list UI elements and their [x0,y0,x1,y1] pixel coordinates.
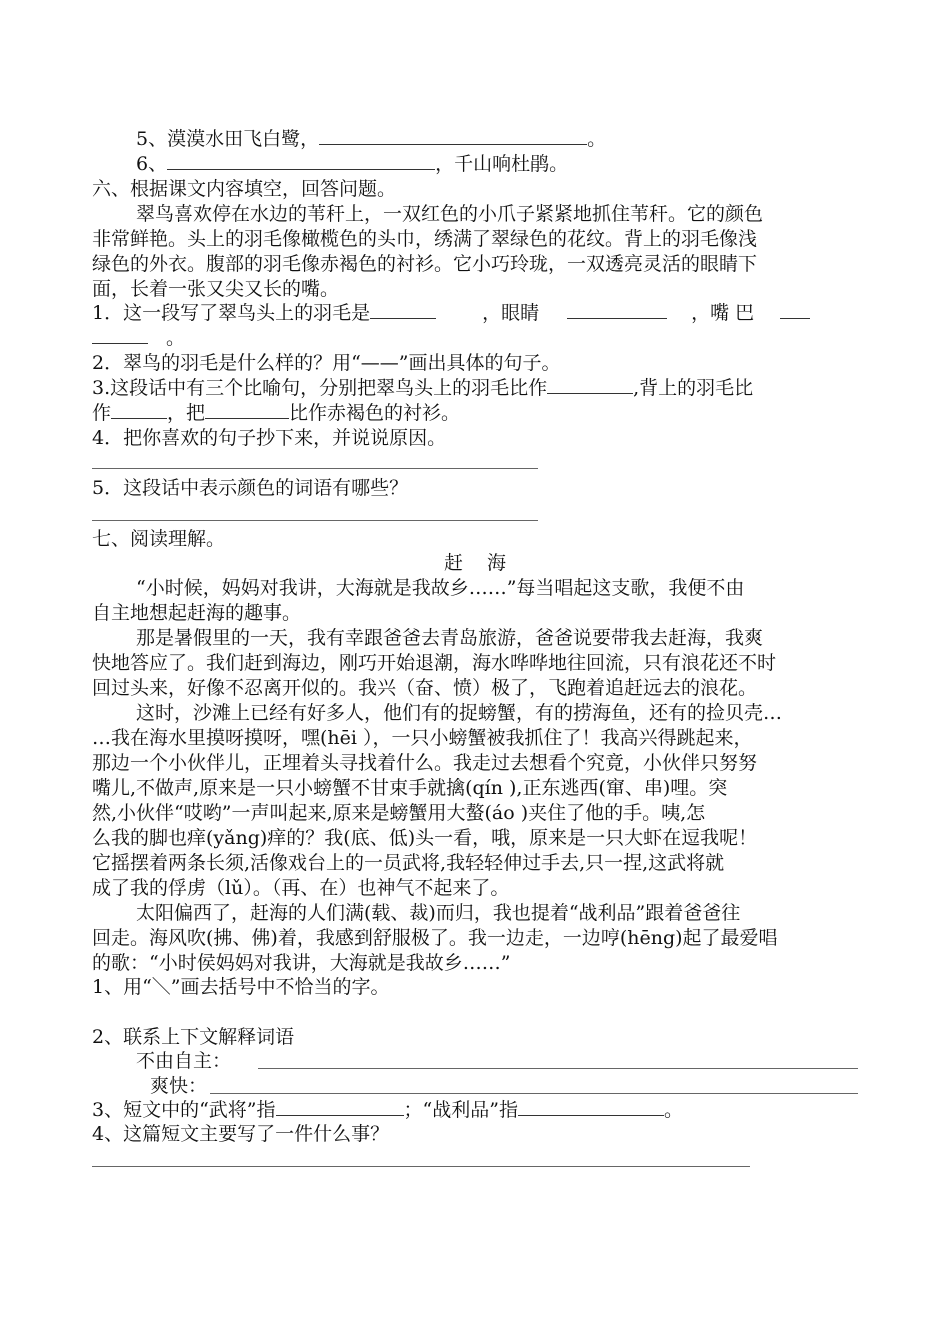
s6-question-1-cont [92,326,868,350]
story-line: 成了我的俘虏（lǔ）。（再、在）也神气不起来了。 [92,877,510,899]
s6-question-4: 4．把你喜欢的句子抄下来，并说说原因。 [92,427,447,449]
story-line: 那边一个小伙伴儿，正埋着头寻找着什么。我走过去想看个究竟，小伙伴只努努 [92,752,758,774]
story-line: 那是暑假里的一天，我有幸跟爸爸去青岛旅游，爸爸说要带我去赶海，我爽 [136,627,764,649]
poem-6-blank[interactable] [167,152,435,170]
story-line: 然,小伙伴“哎哟”一声叫起来,原来是螃蟹用大螯(áo )夹住了他的手。咦,怎 [92,802,706,824]
story-line: 这时，沙滩上已经有好多人，他们有的捉螃蟹，有的捞海鱼，还有的捡贝壳… [136,702,783,724]
answer-line-q5[interactable] [92,520,538,521]
q3-text-b: ,背上的羽毛比 [633,377,754,399]
q1-text-c: ，嘴 巴 [691,302,755,324]
s7-q3-text-a: 3、短文中的“武将”指 [92,1099,276,1121]
story-line: …我在海水里摸呀摸呀，嘿(hēi ），一只小螃蟹被我抓住了！我高兴得跳起来， [92,727,753,749]
answer-line-s7-q4[interactable] [92,1166,750,1167]
passage-title: 赶海 [443,552,530,574]
passage-line: 非常鲜艳。头上的羽毛像橄榄色的头巾，绣满了翠绿色的花纹。背上的羽毛像浅 [92,228,758,250]
q3-blank-1[interactable] [547,376,633,394]
story-line: 回走。海风吹(拂、佛)着，我感到舒服极了。我一边走，一边哼(hēng)起了最爱唱 [92,927,778,949]
s7-question-3 [92,1098,868,1122]
s7-q3-blank-2[interactable] [518,1098,664,1116]
s6-question-2: 2．翠鸟的羽毛是什么样的？用“——”画出具体的句子。 [92,352,561,374]
poem-5-blank[interactable] [319,127,587,145]
poem-5-end: 。 [587,128,607,150]
poem-5-text: 5、漠漠水田飞白鹭， [136,128,320,150]
answer-line-q4[interactable] [92,468,538,469]
section-6-heading: 六、根据课文内容填空，回答问题。 [92,178,397,200]
q1-end: 。 [166,327,186,349]
s7-question-4: 4、这篇短文主要写了一件什么事？ [92,1123,390,1145]
story-line: 自主地想起赶海的趣事。 [92,602,302,624]
s6-question-3-cont [92,401,868,425]
passage-line: 翠鸟喜欢停在水边的苇秆上，一双红色的小爪子紧紧地抓住苇秆。它的颜色 [136,203,764,225]
passage-line: 绿色的外衣。腹部的羽毛像赤褐色的衬衫。它小巧玲珑，一双透亮灵活的眼睛下 [92,253,758,275]
q1-blank-3a[interactable] [780,301,810,319]
q3-blank-2[interactable] [111,401,167,419]
s6-question-1 [92,301,868,325]
word-2-answer-line[interactable] [210,1093,858,1094]
story-line: “小时候，妈妈对我讲，大海就是我故乡……”每当唱起这支歌，我便不由 [136,577,745,599]
q3-text-d: ，把 [167,402,206,424]
s7-q3-blank-1[interactable] [276,1098,404,1116]
poem-6-text: 6、 [136,153,168,175]
section-7-heading: 七、阅读理解。 [92,528,226,550]
q1-blank-1[interactable] [370,301,436,319]
story-line: 快地答应了。我们赶到海边，刚巧开始退潮，海水哗哗地往回流，只有浪花还不时 [92,652,777,674]
story-line: 回过头来，好像不忍离开似的。我兴（奋、愤）极了，飞跑着追赶远去的浪花。 [92,677,758,699]
q3-blank-3[interactable] [205,401,289,419]
s7-q3-text-b: ；“战利品”指 [403,1099,518,1121]
s7-question-1: 1、用“＼”画去括号中不恰当的字。 [92,976,390,998]
s6-question-5: 5．这段话中表示颜色的词语有哪些？ [92,477,409,499]
q3-text-e: 比作赤褐色的衬衫。 [289,402,461,424]
s6-question-3 [92,376,868,400]
word-1-label: 不由自主： [136,1050,232,1072]
s7-q3-end: 。 [663,1099,683,1121]
q3-text-c: 作 [92,402,112,424]
poem-6-end: ，千山响杜鹃。 [435,153,569,175]
passage-line: 面，长着一张又尖又长的嘴。 [92,278,340,300]
word-1-row [136,1049,868,1073]
story-line: 么我的脚也痒(yǎng)痒的？我(底、低)头一看，哦，原来是一只大虾在逗我呢！ [92,827,758,849]
q1-blank-3b[interactable] [92,326,148,344]
poem-line-6 [136,152,868,176]
q1-blank-2[interactable] [567,301,667,319]
poem-line-5 [136,127,868,151]
word-2-row [150,1074,868,1098]
word-2-label: 爽快： [150,1075,208,1097]
word-1-answer-line[interactable] [258,1068,858,1069]
s7-question-2: 2、联系上下文解释词语 [92,1026,295,1048]
story-line: 它摇摆着两条长须,活像戏台上的一员武将,我轻轻伸过手去,只一捏,这武将就 [92,852,725,874]
q1-text-a: 1．这一段写了翠鸟头上的羽毛是 [92,302,371,324]
story-line: 嘴儿,不做声,原来是一只小螃蟹不甘束手就擒(qín ),正东逃西(窜、串)哩。突 [92,777,728,799]
q1-text-b: ，眼睛 [482,302,540,324]
story-line: 的歌：“小时侯妈妈对我讲，大海就是我故乡……” [92,952,511,974]
story-line: 太阳偏西了，赶海的人们满(载、裁)而归，我也提着“战利品”跟着爸爸往 [136,902,741,924]
q3-text-a: 3.这段话中有三个比喻句，分别把翠鸟头上的羽毛比作 [92,377,548,399]
